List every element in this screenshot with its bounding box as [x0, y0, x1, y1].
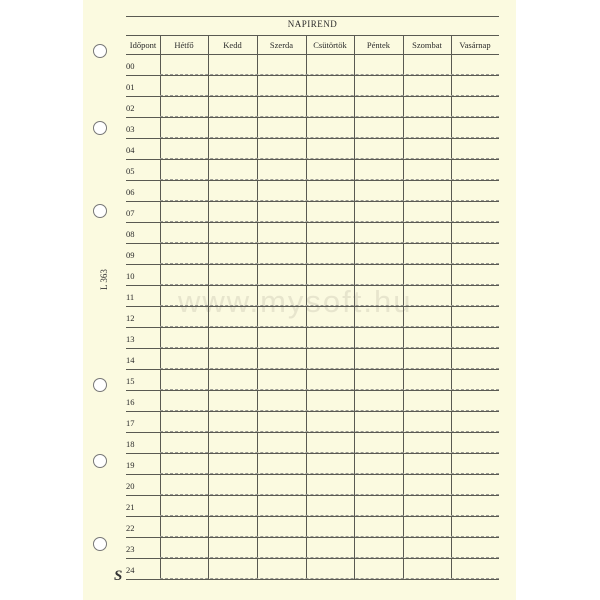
binder-hole — [93, 204, 107, 218]
hour-rule — [126, 432, 499, 433]
hour-rule — [126, 495, 499, 496]
hour-label: 17 — [126, 418, 135, 428]
hour-rule — [126, 390, 499, 391]
form-code: L 363 — [99, 269, 109, 290]
hour-label: 11 — [126, 292, 135, 302]
hour-label: 14 — [126, 355, 135, 365]
hour-rule — [126, 75, 499, 76]
hour-rule — [126, 516, 499, 517]
hour-label: 04 — [126, 145, 135, 155]
header-day: Péntek — [366, 40, 391, 50]
binder-hole — [93, 378, 107, 392]
hour-rule — [126, 117, 499, 118]
hour-label: 21 — [126, 502, 135, 512]
binder-hole — [93, 537, 107, 551]
hour-label: 02 — [126, 103, 135, 113]
hour-rule — [126, 474, 499, 475]
hour-label: 10 — [126, 271, 135, 281]
hour-label: 20 — [126, 481, 135, 491]
hour-rule — [126, 222, 499, 223]
hour-label: 22 — [126, 523, 135, 533]
hour-label: 03 — [126, 124, 135, 134]
hour-label: 19 — [126, 460, 135, 470]
binder-hole — [93, 121, 107, 135]
header-bottom-rule — [126, 54, 499, 55]
title-bottom-rule — [126, 35, 499, 36]
hour-rule — [126, 411, 499, 412]
hour-label: 13 — [126, 334, 135, 344]
hour-rule — [126, 138, 499, 139]
binder-hole — [93, 44, 107, 58]
hour-label: 07 — [126, 208, 135, 218]
hour-rule — [126, 285, 499, 286]
hour-label: 06 — [126, 187, 135, 197]
header-day: Csütörtök — [313, 40, 347, 50]
title-top-rule — [126, 16, 499, 17]
publisher-logo: S — [114, 568, 123, 584]
header-time: Időpont — [129, 40, 157, 50]
hour-rule — [126, 201, 499, 202]
hour-label: 05 — [126, 166, 135, 176]
hour-label: 12 — [126, 313, 135, 323]
hour-rule — [126, 243, 499, 244]
hour-rule — [126, 96, 499, 97]
hour-rule — [126, 306, 499, 307]
hour-rule — [126, 369, 499, 370]
hour-label: 08 — [126, 229, 135, 239]
hour-label: 09 — [126, 250, 135, 260]
hour-label: 00 — [126, 61, 135, 71]
watermark: www.mysoft.hu — [178, 284, 413, 319]
binder-hole — [93, 454, 107, 468]
hour-label: 24 — [126, 565, 135, 575]
header-day: Kedd — [223, 40, 242, 50]
hour-label: 15 — [126, 376, 135, 386]
hour-rule — [126, 264, 499, 265]
hour-rule — [126, 348, 499, 349]
hour-rule — [126, 159, 499, 160]
hour-rule — [126, 180, 499, 181]
hour-rule — [126, 537, 499, 538]
hour-label: 16 — [126, 397, 135, 407]
header-day: Szombat — [412, 40, 442, 50]
hour-rule — [126, 558, 499, 559]
hour-label: 23 — [126, 544, 135, 554]
hour-label: 01 — [126, 82, 135, 92]
header-day: Hétfő — [174, 40, 194, 50]
header-day: Vasárnap — [459, 40, 491, 50]
header-day: Szerda — [269, 40, 294, 50]
hour-label: 18 — [126, 439, 135, 449]
page-title: NAPIREND — [287, 19, 338, 29]
hour-rule — [126, 453, 499, 454]
hour-rule — [126, 327, 499, 328]
hour-rule — [126, 579, 499, 580]
